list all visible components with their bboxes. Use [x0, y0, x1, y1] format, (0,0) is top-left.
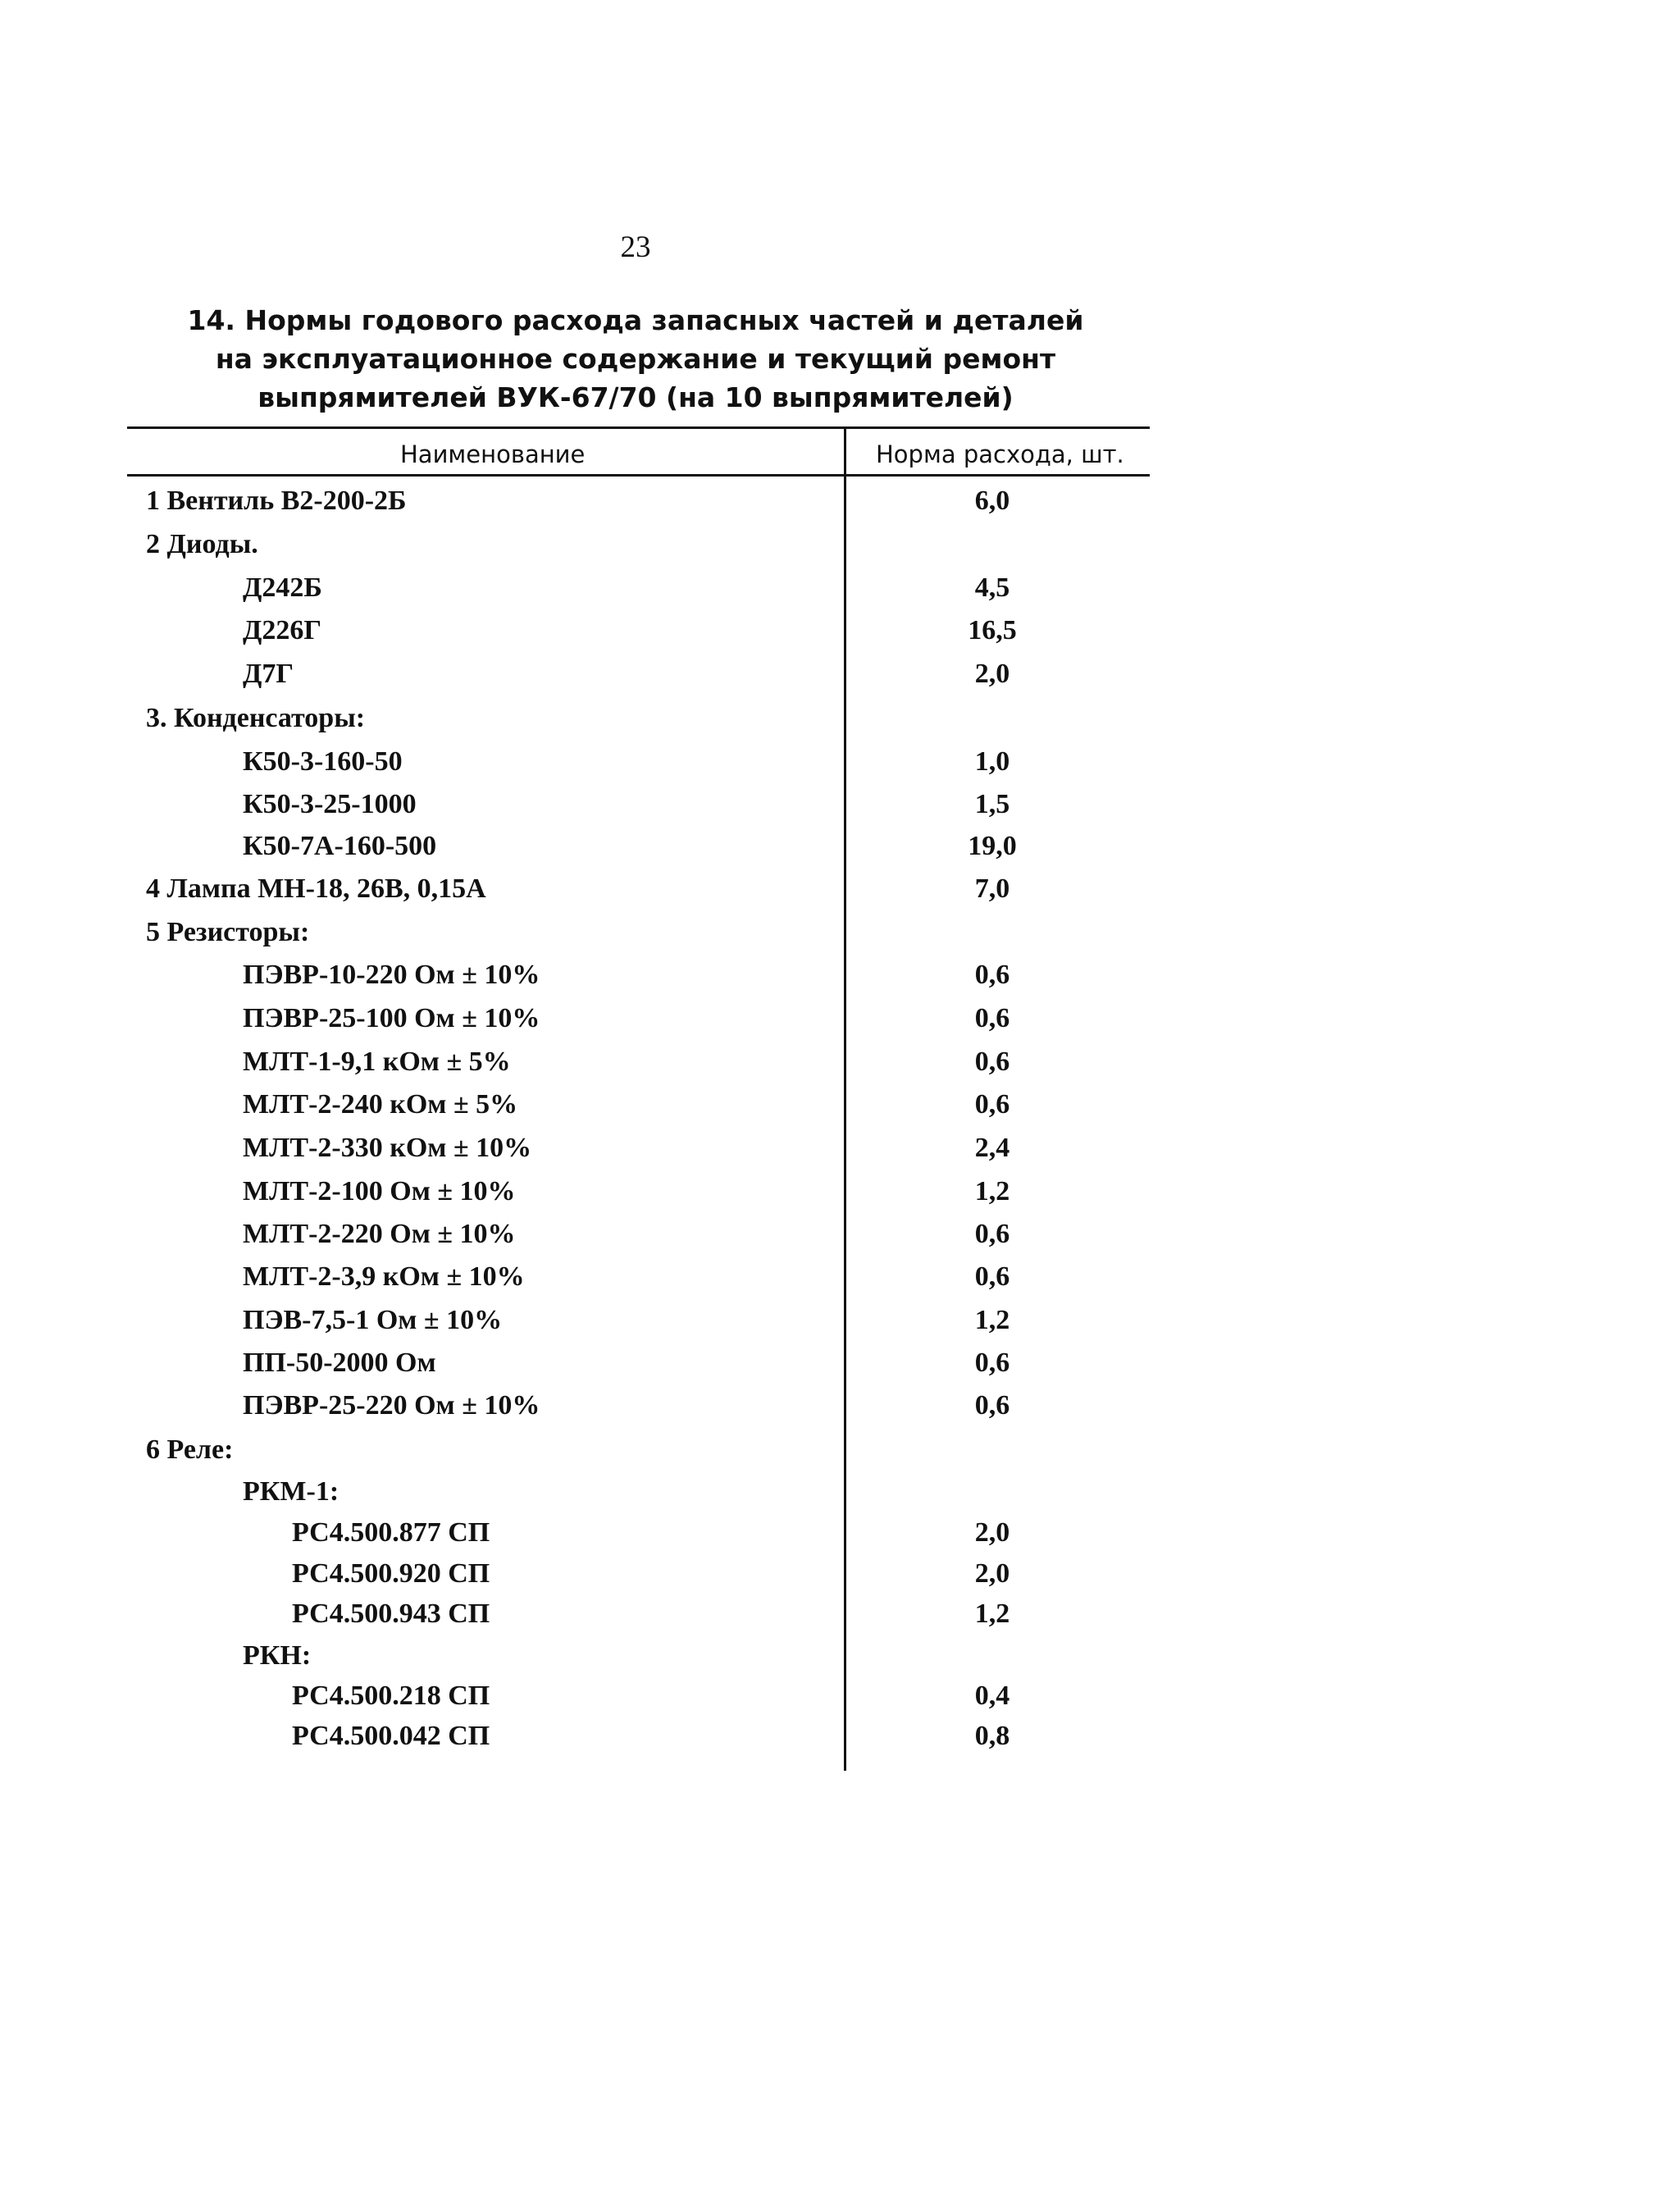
row-value: 1,2 [974, 1305, 1010, 1335]
row-name: К50-7А-160-500 [243, 831, 437, 861]
table-row [0, 1003, 1668, 1044]
table-row [0, 1089, 1668, 1130]
row-name: Д7Г [243, 659, 294, 689]
header-name: Наименование [400, 440, 586, 468]
table-row [0, 1721, 1668, 1762]
page-number: 23 [620, 230, 651, 264]
table-row [0, 789, 1668, 830]
row-value: 2,4 [974, 1133, 1010, 1163]
table-row [0, 486, 1668, 527]
row-name: 4 Лампа МН-18, 26В, 0,15А [146, 873, 486, 904]
row-value: 19,0 [968, 831, 1017, 861]
row-value: 1,2 [974, 1176, 1010, 1206]
table-row [0, 1176, 1668, 1217]
table-row [0, 1390, 1668, 1431]
row-value: 2,0 [974, 659, 1010, 689]
row-value: 0,6 [974, 1089, 1010, 1120]
row-value: 0,6 [974, 960, 1010, 990]
row-name: К50-3-160-50 [243, 746, 403, 777]
row-value: 4,5 [974, 572, 1010, 603]
row-name: РКН: [243, 1640, 312, 1671]
row-name: ПП-50-2000 Ом [243, 1348, 436, 1378]
table-row [0, 873, 1668, 914]
row-name: ПЭВР-25-100 Ом ± 10% [243, 1003, 540, 1033]
row-value: 2,0 [974, 1558, 1010, 1589]
row-name: ПЭВ-7,5-1 Ом ± 10% [243, 1305, 503, 1335]
table-row [0, 1681, 1668, 1722]
row-value: 16,5 [968, 615, 1017, 645]
table-row [0, 1517, 1668, 1558]
row-value: 6,0 [974, 486, 1010, 516]
row-name: Д226Г [243, 615, 322, 645]
row-name: 2 Диоды. [146, 529, 258, 559]
title-line-3: выпрямителей ВУК-67/70 (на 10 выпрямителей) [257, 381, 1014, 413]
row-name: К50-3-25-1000 [243, 789, 417, 819]
table-row [0, 1434, 1668, 1475]
table-row [0, 1133, 1668, 1174]
table-row [0, 659, 1668, 700]
table-row [0, 960, 1668, 1001]
table-row [0, 1348, 1668, 1389]
row-name: РКМ-1: [243, 1476, 340, 1507]
table-row [0, 1047, 1668, 1088]
table-row [0, 1640, 1668, 1681]
row-value: 0,8 [974, 1721, 1010, 1751]
table-row [0, 1558, 1668, 1599]
row-value: 2,0 [974, 1517, 1010, 1548]
row-value: 1,5 [974, 789, 1010, 819]
row-name: МЛТ-1-9,1 кОм ± 5% [243, 1047, 511, 1077]
table-row [0, 572, 1668, 613]
row-value: 0,4 [974, 1681, 1010, 1711]
row-name: РС4.500.218 СП [292, 1681, 490, 1711]
row-name: Д242Б [243, 572, 322, 603]
row-name: РС4.500.920 СП [292, 1558, 490, 1589]
table-row [0, 831, 1668, 872]
title-line-2: на эксплуатационное содержание и текущий ремонт [215, 343, 1056, 375]
header-bottom-rule [127, 474, 1150, 477]
row-name: ПЭВР-10-220 Ом ± 10% [243, 960, 540, 990]
table-row [0, 746, 1668, 787]
row-name: РС4.500.042 СП [292, 1721, 490, 1751]
row-name: МЛТ-2-3,9 кОм ± 10% [243, 1261, 525, 1292]
row-name: ПЭВР-25-220 Ом ± 10% [243, 1390, 540, 1421]
row-value: 0,6 [974, 1003, 1010, 1033]
table-row [0, 529, 1668, 570]
table-top-rule [127, 426, 1150, 429]
header-norm: Норма расхода, шт. [876, 440, 1124, 468]
row-value: 1,0 [974, 746, 1010, 777]
row-name: РС4.500.877 СП [292, 1517, 490, 1548]
row-name: МЛТ-2-220 Ом ± 10% [243, 1219, 516, 1249]
table-row [0, 1476, 1668, 1517]
table-row [0, 1219, 1668, 1260]
row-name: 1 Вентиль В2-200-2Б [146, 486, 407, 516]
row-name: МЛТ-2-240 кОм ± 5% [243, 1089, 518, 1120]
row-value: 0,6 [974, 1047, 1010, 1077]
table-title [127, 301, 1144, 417]
row-name: РС4.500.943 СП [292, 1599, 490, 1629]
table-row [0, 1305, 1668, 1346]
row-name: МЛТ-2-330 кОм ± 10% [243, 1133, 532, 1163]
table-row [0, 703, 1668, 744]
row-value: 7,0 [974, 873, 1010, 904]
row-value: 0,6 [974, 1390, 1010, 1421]
row-name: МЛТ-2-100 Ом ± 10% [243, 1176, 516, 1206]
table-row [0, 917, 1668, 958]
table-row [0, 1261, 1668, 1302]
row-name: 5 Резисторы: [146, 917, 310, 947]
row-name: 3. Конденсаторы: [146, 703, 366, 733]
row-value: 0,6 [974, 1261, 1010, 1292]
row-value: 1,2 [974, 1599, 1010, 1629]
title-line-1: 14. Нормы годового расхода запасных частей и деталей [187, 304, 1084, 336]
table-row [0, 1599, 1668, 1640]
row-value: 0,6 [974, 1348, 1010, 1378]
row-name: 6 Реле: [146, 1434, 234, 1465]
table-row [0, 615, 1668, 656]
row-value: 0,6 [974, 1219, 1010, 1249]
